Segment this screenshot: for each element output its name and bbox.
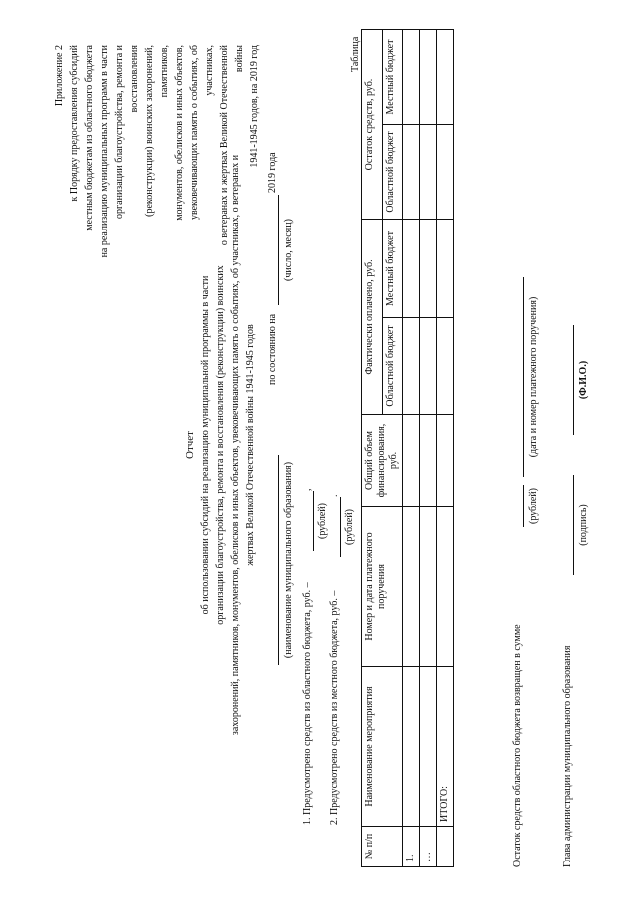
table-row xyxy=(420,30,437,867)
header-name: Наименование мероприятия xyxy=(362,667,403,827)
report-title-line: об использовании субсидий на реализацию муниципальной программы в части xyxy=(200,275,211,615)
appendix-line: Приложение 2 xyxy=(54,45,65,107)
table-row xyxy=(403,30,420,867)
header-balance-group: Остаток средств, руб. xyxy=(362,30,383,220)
row-num: … xyxy=(420,827,437,867)
table-label: Таблица xyxy=(350,36,361,72)
year-suffix: 2019 года xyxy=(267,152,278,193)
sign-underline xyxy=(573,475,574,575)
refund-text: Остаток средств областного бюджета возвращен в сумме xyxy=(512,624,523,867)
cell xyxy=(403,318,420,415)
cell xyxy=(420,415,437,507)
total-label: ИТОГО: xyxy=(437,667,454,827)
header-paid-regional: Областной бюджет xyxy=(382,318,403,415)
sign-caption: (подпись) xyxy=(578,504,589,546)
cell xyxy=(420,667,437,827)
refund-rubles-caption: (рублей) xyxy=(528,488,539,525)
cell xyxy=(420,318,437,415)
cell xyxy=(420,30,437,125)
date-caption: (число, месяц) xyxy=(283,219,294,281)
report-title-line: организации благоустройства, ремонта и восстановления (реконструкции) воинских xyxy=(215,265,226,625)
refund-amount-underline xyxy=(523,485,524,527)
appendix-line: на реализацию муниципальных программ в части xyxy=(99,45,110,258)
row-num: 1. xyxy=(403,827,420,867)
cell xyxy=(437,30,454,125)
report-heading: Отчет xyxy=(184,431,196,459)
regional-rubles-caption: (рублей) xyxy=(317,503,328,540)
table-header-row xyxy=(362,30,383,867)
appendix-line: организации благоустройства, ремонта и восстановления xyxy=(114,45,140,219)
name-caption: (Ф.И.О.) xyxy=(578,360,589,400)
report-table xyxy=(361,29,454,867)
cell xyxy=(403,220,420,318)
municipality-underline xyxy=(278,455,279,665)
cell xyxy=(420,220,437,318)
header-payment: Номер и дата платежного поручения xyxy=(362,507,403,667)
local-funding-underline xyxy=(340,497,341,557)
header-total: Общий объем финансирования, руб. xyxy=(362,415,403,507)
cell xyxy=(403,125,420,220)
cell xyxy=(403,667,420,827)
appendix-line: монументов, обелисков и иных объектов, xyxy=(174,45,185,221)
header-balance-regional: Областной бюджет xyxy=(382,125,403,220)
local-funding-text: 2. Предусмотрено средств из местного бюджета, руб. – xyxy=(329,590,340,825)
table-total-row xyxy=(437,30,454,867)
cell xyxy=(437,125,454,220)
cell xyxy=(437,827,454,867)
punctuation: , xyxy=(302,488,313,491)
appendix-line: (реконструкции) воинских захоронений, памятников, xyxy=(144,45,170,217)
regional-funding-underline xyxy=(313,491,314,551)
appendix-line: 1941-1945 годов, на 2019 год xyxy=(249,45,260,168)
municipality-caption: (наименование муниципального образования) xyxy=(283,461,294,659)
header-num: № п/п xyxy=(362,827,403,867)
appendix-line: к Порядку предоставления субсидий xyxy=(69,45,80,202)
cell xyxy=(437,318,454,415)
cell xyxy=(437,507,454,667)
cell xyxy=(437,220,454,318)
cell xyxy=(420,507,437,667)
appendix-line: местным бюджетам из областного бюджета xyxy=(84,45,95,231)
cell xyxy=(403,415,420,507)
header-paid-local: Местный бюджет xyxy=(382,220,403,318)
report-title-line: захоронений, памятников, монументов, обелисков и иных объектов, увековечивающих память о событиях, об участниках, о ветеранах и xyxy=(230,154,241,736)
cell xyxy=(437,415,454,507)
report-title xyxy=(183,154,258,736)
date-underline xyxy=(278,195,279,305)
header-paid-group: Фактически оплачено, руб. xyxy=(362,220,383,415)
regional-funding-text: 1. Предусмотрено средств из областного бюджета, руб. – xyxy=(302,582,313,825)
report-title-line: жертвах Великой Отечественной войны 1941-1945 годов xyxy=(245,324,256,566)
refund-payment-underline xyxy=(523,277,524,477)
cell xyxy=(403,507,420,667)
as-of-text: по состоянию на xyxy=(267,313,278,385)
cell xyxy=(403,30,420,125)
local-rubles-caption: (рублей) xyxy=(344,509,355,546)
refund-payment-caption: (дата и номер платежного поручения) xyxy=(528,296,539,458)
appendix-line: о ветеранах и жертвах Великой Отечественной войны xyxy=(219,45,245,246)
name-underline xyxy=(573,325,574,435)
signature-text: Глава администрации муниципального образования xyxy=(562,645,573,867)
header-balance-local: Местный бюджет xyxy=(382,30,403,125)
cell xyxy=(420,125,437,220)
punctuation: . xyxy=(329,494,340,497)
appendix-line: увековечивающих память о событиях, об участниках, xyxy=(189,45,215,221)
